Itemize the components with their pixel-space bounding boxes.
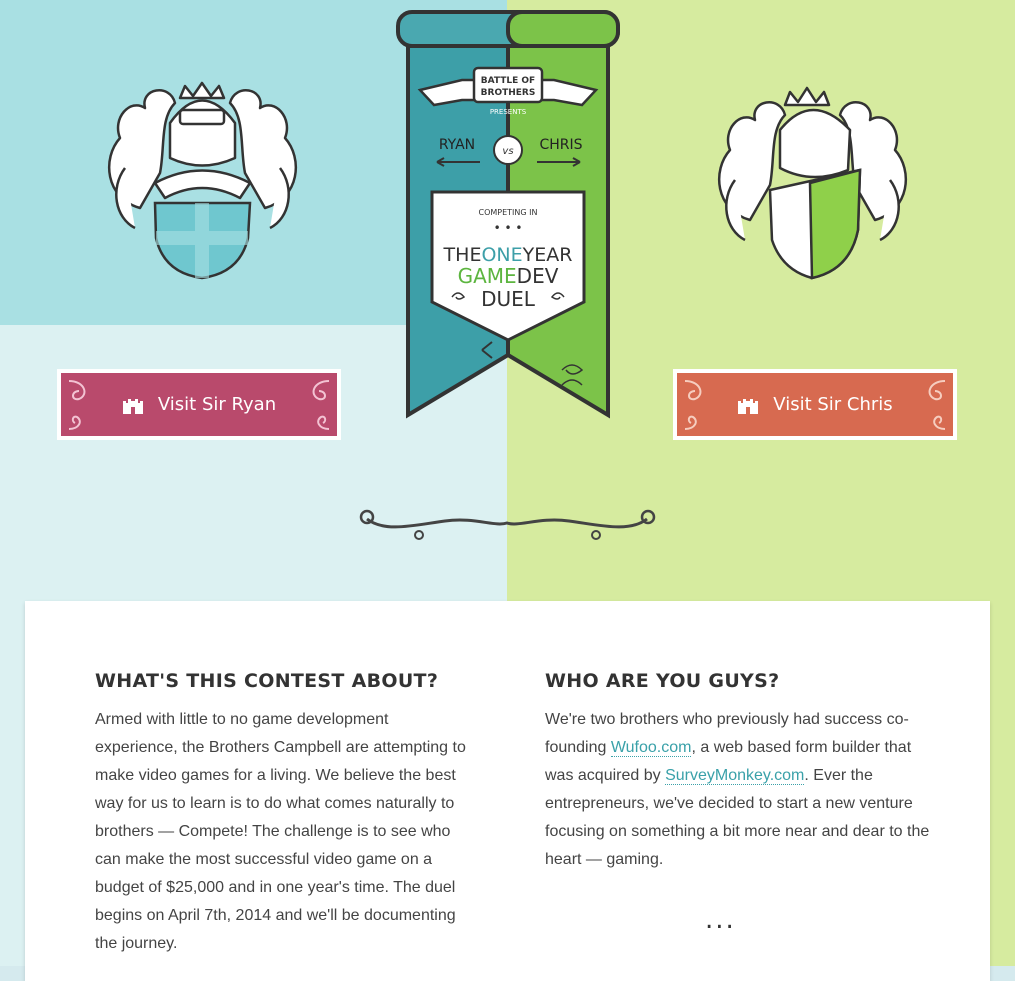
svg-text:• • •: • • • <box>493 221 523 235</box>
banner-title-top: BATTLE OF <box>480 76 536 86</box>
contest-body: Armed with little to no game development experience, the Brothers Campbell are attempting to make video games for a living. We believe the best way for us to learn is to do what comes naturally to brothers — Compete! The challenge is to see who can make the most successful video game on a budget of $25,000 and in one year's time. The duel begins on April 7th, 2014 and we'll be documenting the journey. <box>95 711 466 952</box>
scroll-ornament-icon <box>65 377 95 433</box>
scroll-ornament-icon <box>303 377 333 433</box>
content-card <box>25 601 990 981</box>
ryan-crest-icon <box>100 78 305 288</box>
chris-crest-icon <box>710 80 915 290</box>
about-text-3: . Ever the entrepreneurs, we've decided to start a new venture focusing on something a bit more near and dear to the heart — gaming. <box>545 767 930 868</box>
banner-presents: PRESENTS <box>489 108 527 116</box>
wufoo-link[interactable]: Wufoo.com <box>610 739 692 756</box>
about-text-2: , a web based form builder that was acquired by <box>545 739 912 784</box>
about-text-1: We're two brothers who previously had success co-founding <box>545 711 909 756</box>
more-ellipsis: ... <box>705 905 736 935</box>
banner-line2: GAMEDEV <box>457 264 559 288</box>
about-body <box>545 706 935 874</box>
scroll-ornament-icon <box>681 377 711 433</box>
banner-competing: COMPETING IN <box>478 208 538 217</box>
about-heading: WHO ARE YOU GUYS? <box>545 670 780 692</box>
visit-ryan-button[interactable] <box>57 369 341 440</box>
flourish-divider-icon <box>355 503 660 543</box>
castle-icon <box>122 395 144 415</box>
duel-banner <box>392 10 624 430</box>
banner-left-name: RYAN <box>438 137 476 153</box>
about-section <box>545 670 935 874</box>
contest-section <box>95 670 475 958</box>
contest-heading: WHAT'S THIS CONTEST ABOUT? <box>95 670 439 692</box>
banner-vs: vs <box>502 146 514 157</box>
banner-line3: DUEL <box>481 287 535 311</box>
banner-title-bottom: BROTHERS <box>480 88 536 98</box>
visit-ryan-button-face[interactable] <box>61 373 337 436</box>
surveymonkey-link[interactable]: SurveyMonkey.com <box>665 767 805 784</box>
banner-right-name: CHRIS <box>539 137 583 153</box>
visit-ryan-label: Visit Sir Ryan <box>157 394 277 415</box>
castle-icon <box>737 395 759 415</box>
scroll-ornament-icon <box>919 377 949 433</box>
visit-chris-button-face[interactable] <box>677 373 953 436</box>
banner-line1: THEONEYEAR <box>443 244 573 266</box>
visit-chris-label: Visit Sir Chris <box>773 394 893 415</box>
visit-chris-button[interactable] <box>673 369 957 440</box>
